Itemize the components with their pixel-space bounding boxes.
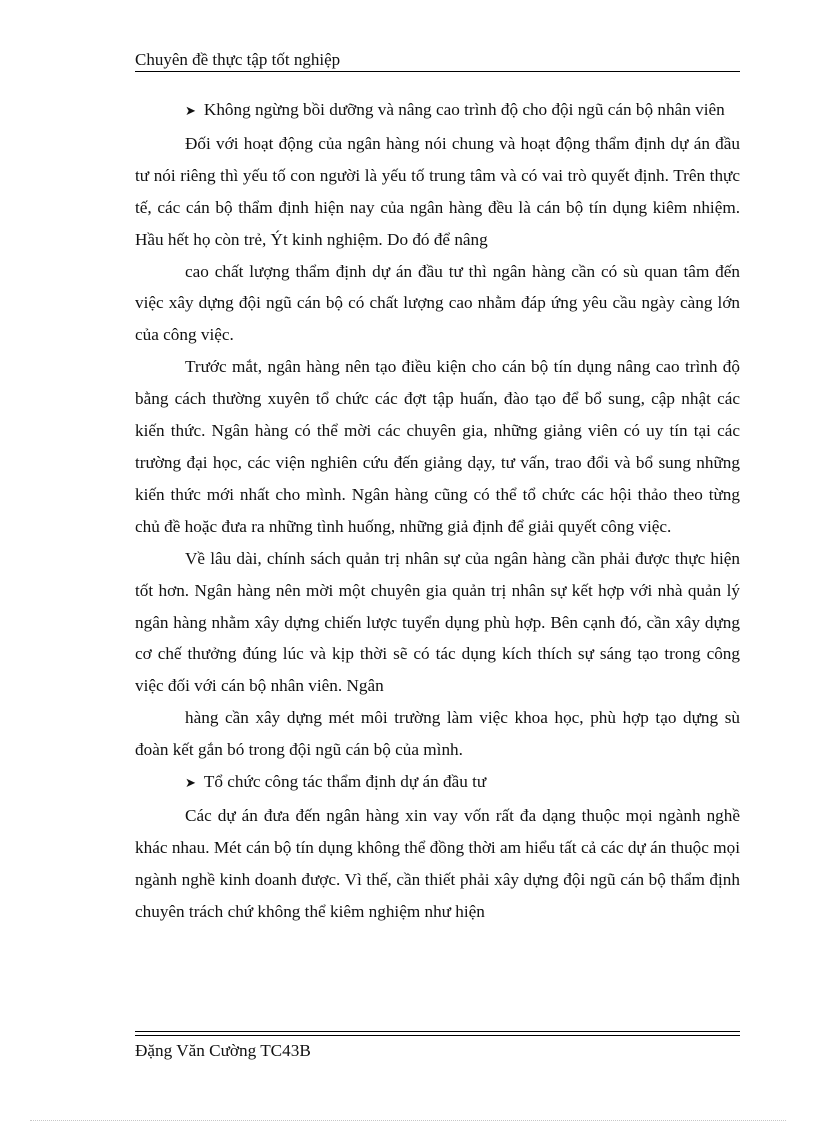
paragraph: Trước mắt, ngân hàng nên tạo điều kiện cho cán bộ tín dụng nâng cao trình độ bằng cách thường xuyên tổ chức các đợt tập huấn, đào tạo để bổ sung, cập nhật các kiến thức. Ngân hàng có thể mời các chuyên gia, những giảng viên có uy tín tại các trường đại học, các viện nghiên cứu đến giảng dạy, tư vấn, trao đổi và bổ sung những kiến thức mới nhất cho mình. Ngân hàng cũng có thể tổ chức các hội thảo theo từng chủ đề hoặc đưa ra những tình huống, những giả định để giải quyết công việc. — [135, 357, 740, 536]
header-rule — [135, 71, 740, 72]
paragraph: Đối với hoạt động của ngân hàng nói chung và hoạt động thẩm định dự án đầu tư nói riêng thì yếu tố con người là yếu tố trung tâm và có vai trò quyết định. Trên thực tế, các cán bộ thẩm định hiện nay của ngân hàng đều là cán bộ tín dụng kiêm nhiệm. Hầu hết họ còn trẻ, Ýt kinh nghiệm. Do đó để nâng — [135, 133, 740, 249]
page-header: Chuyên đề thực tập tốt nghiệp — [135, 50, 341, 69]
page-footer: Đặng Văn Cường TC43B — [135, 1041, 311, 1060]
bullet-heading — [135, 766, 740, 800]
bullet-heading-text: Không ngừng bồi dưỡng và nâng cao trình độ cho đội ngũ cán bộ nhân viên — [203, 100, 725, 119]
paragraph: cao chất lượng thẩm định dự án đầu tư thì ngân hàng cần có sù quan tâm đến việc xây dựng đội ngũ cán bộ có chất lượng cao nhằm đáp ứng yêu cầu ngày càng lớn của công việc. — [135, 261, 740, 345]
footer-rule — [135, 1031, 740, 1032]
page-boundary — [30, 1120, 786, 1121]
arrow-bullet-icon: ➤ — [185, 104, 196, 119]
paragraph: Các dự án đưa đến ngân hàng xin vay vốn rất đa dạng thuộc mọi ngành nghề khác nhau. Mét cán bộ tín dụng không thể đồng thời am hiểu tất cả các dự án thuộc mọi ngành nghề kinh doanh được. Vì thế, cần thiết phải xây dựng đội ngũ cán bộ thẩm định chuyên trách chứ không thể kiêm nghiệm như hiện — [135, 805, 740, 921]
footer-rule — [135, 1035, 740, 1036]
arrow-bullet-icon: ➤ — [185, 776, 196, 792]
paragraph: Về lâu dài, chính sách quản trị nhân sự của ngân hàng cần phải được thực hiện tốt hơn. Ngân hàng nên mời một chuyên gia quản trị nhân sự kết hợp với nhà quản lý ngân hàng nhằm xây dựng chiến lược tuyển dụng phù hợp. Bên cạnh đó, cần xây dựng cơ chế thưởng đúng lúc và kịp thời sẽ có tác dụng kích thích sự sáng tạo trong công việc đối với cán bộ nhân viên. Ngân — [135, 548, 740, 696]
bullet-heading-text: Tổ chức công tác thẩm định dự án đầu tư — [203, 772, 487, 792]
bullet-heading — [135, 94, 740, 128]
document-body — [135, 94, 740, 928]
paragraph: hàng cần xây dựng mét môi trường làm việc khoa học, phù hợp tạo dựng sù đoàn kết gắn bó trong đội ngũ cán bộ của mình. — [135, 708, 740, 760]
